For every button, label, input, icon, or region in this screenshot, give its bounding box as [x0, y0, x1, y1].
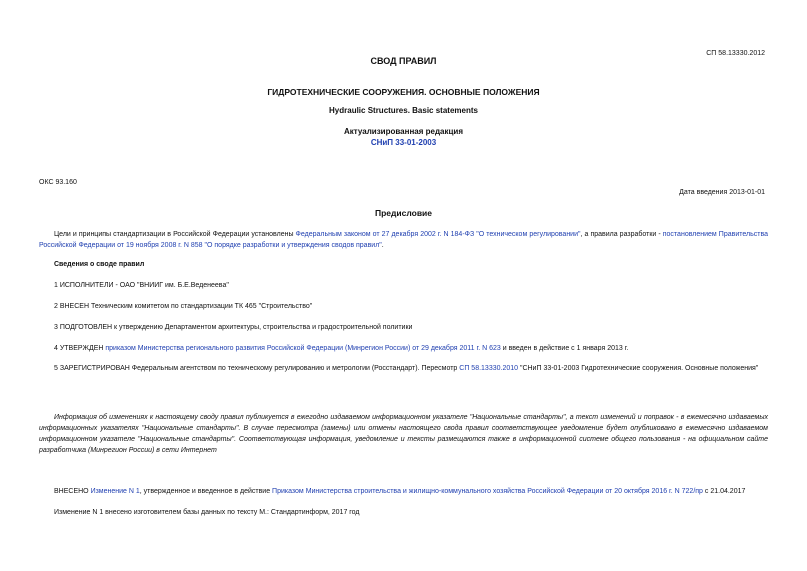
introduction-date: Дата введения 2013-01-01 — [679, 189, 765, 196]
oks-code: ОКС 93.160 — [39, 179, 77, 186]
changes-notice: Информация об изменениях к настоящему своду правил публикуется в ежегодно издаваемом информационном указателе "Национальные стандарты", а текст изменений и поправок - в ежемесячно издаваемых информационных указателях "Национальные стандарты". В случае пересмотра (замены) или отмены настоящего свода правил соответствующее уведомление будет опубликовано в ежемесячно издаваемом информационном указателе "Национальные стандарты". Соответствующая информация, уведомление и тексты размещаются также в информационной системе общего пользования - на официальном сайте разработчика (Минрегион России) в сети Интернет — [39, 414, 768, 454]
preface-text-3: . — [381, 242, 384, 249]
ministry-order-link[interactable]: приказом Министерства регионального развития Российской Федерации (Минрегион России) от 29 декабря 2011 г. N 623 — [105, 345, 501, 352]
preface-paragraph — [39, 229, 768, 251]
amendment-note: Изменение N 1 внесено изготовителем базы данных по тексту М.: Стандартинформ, 2017 год — [54, 509, 360, 516]
amendment-1-link[interactable]: Изменение N 1 — [90, 488, 140, 495]
item-approved — [54, 343, 768, 354]
item-registered-text-2: "СНиП 33-01-2003 Гидротехнические сооружения. Основные положения" — [518, 365, 759, 372]
amendment-text-2: , утвержденное и введенное в действие — [139, 488, 273, 495]
amendment-info — [54, 486, 768, 497]
item-prepared: 3 ПОДГОТОВЛЕН к утверждению Департаментом архитектуры, строительства и градостроительной политики — [54, 324, 413, 331]
document-code: СП 58.13330.2012 — [706, 50, 765, 57]
document-title-english: Hydraulic Structures. Basic statements — [329, 106, 478, 115]
item-registered — [39, 363, 768, 374]
government-decree-link[interactable]: постановлением Правительства Российской Федерации от 19 ноября 2008 г. N 858 "О порядке разработки и утверждения сводов правил" — [39, 231, 768, 249]
preface-text-1: Цели и принципы стандартизации в Российской Федерации установлены — [54, 231, 296, 238]
item-approved-text-1: 4 УТВЕРЖДЕН — [54, 345, 106, 352]
snip-reference-link[interactable]: СНиП 33-01-2003 — [370, 138, 437, 147]
amendment-text-3: с 21.04.2017 — [702, 488, 746, 495]
amendment-text-1: ВНЕСЕНО — [54, 488, 91, 495]
document-heading: СВОД ПРАВИЛ — [370, 56, 437, 66]
edition-label: Актуализированная редакция — [344, 127, 463, 136]
preface-text-2: , а правила разработки - — [580, 231, 663, 238]
sp-2010-link[interactable]: СП 58.13330.2010 — [459, 365, 519, 372]
preface-title: Предисловие — [374, 208, 433, 218]
minstroy-order-link[interactable]: Приказом Министерства строительства и жилищно-коммунального хозяйства Российской Федерации от 20 октября 2016 г. N 722/пр — [272, 488, 703, 495]
document-title: ГИДРОТЕХНИЧЕСКИЕ СООРУЖЕНИЯ. ОСНОВНЫЕ ПОЛОЖЕНИЯ — [267, 87, 540, 97]
item-executors: 1 ИСПОЛНИТЕЛИ - ОАО "ВНИИГ им. Б.Е.Веденеева" — [54, 282, 229, 289]
item-submitted: 2 ВНЕСЕН Техническим комитетом по стандартизации ТК 465 "Строительство" — [54, 303, 313, 310]
item-approved-text-2: и введен в действие с 1 января 2013 г. — [500, 345, 629, 352]
federal-law-link[interactable]: Федеральным законом от 27 декабря 2002 г. N 184-ФЗ "О техническом регулировании" — [295, 231, 581, 238]
item-registered-text-1: 5 ЗАРЕГИСТРИРОВАН Федеральным агентством по техническому регулированию и метрологии (Росстандарт). Пересмотр — [54, 365, 460, 372]
info-heading: Сведения о своде правил — [54, 261, 145, 268]
